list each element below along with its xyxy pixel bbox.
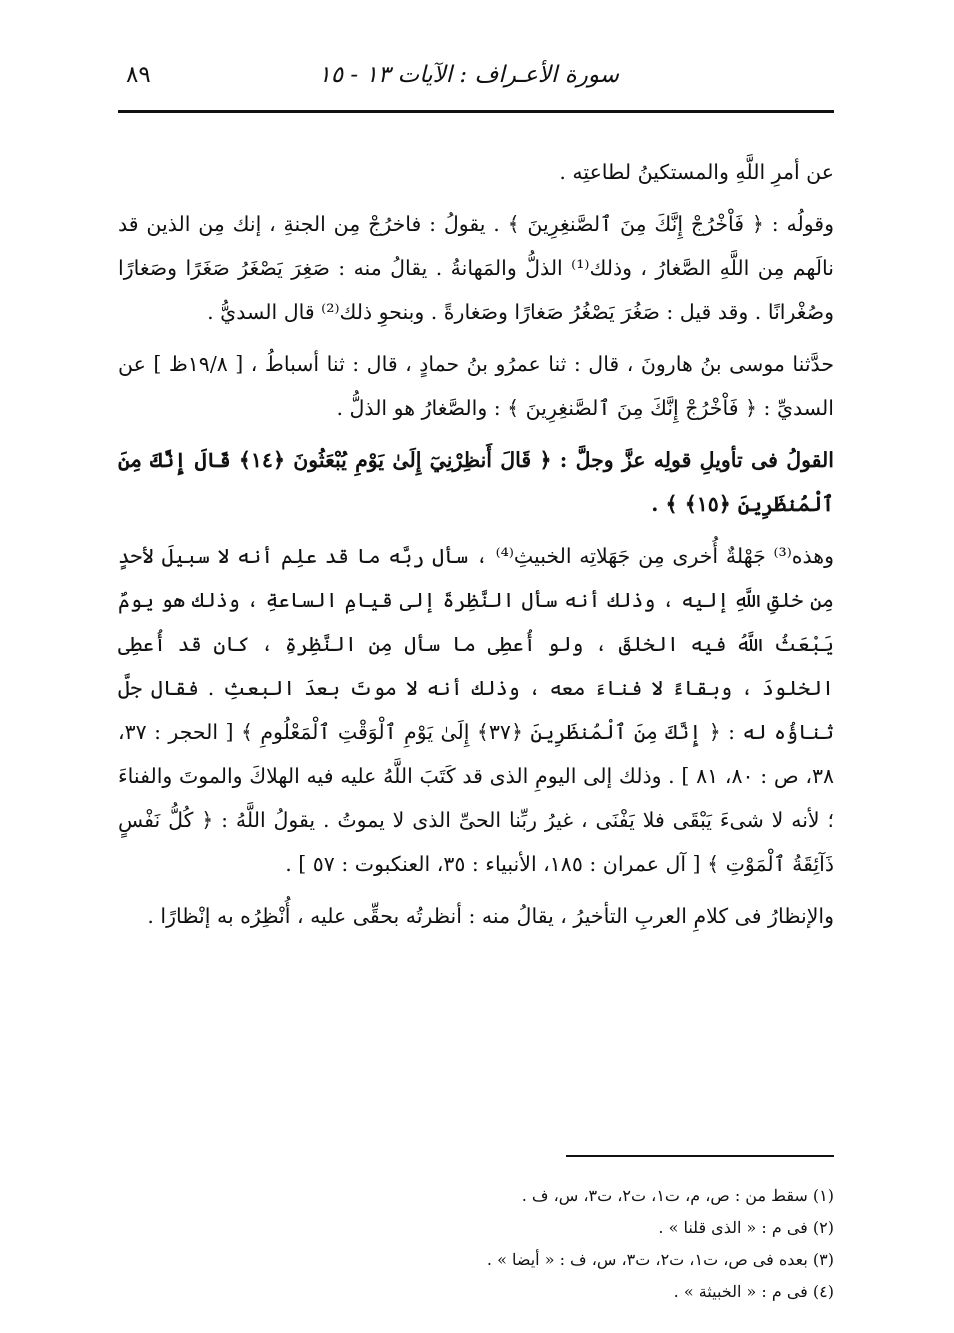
footnotes (134, 1180, 834, 1308)
footnote-3: (٣) بعده فى ص، ت١، ت٢، ت٣، س، ف : « أيضا » . (486, 1250, 834, 1269)
header-rule (118, 110, 834, 113)
paragraph-6: والإنظارُ فى كلامِ العربِ التأخيرُ ، يقالُ منه : أنظرتُه بحقِّى عليه ، أُنْظِرُه به إنْظارًا . (147, 904, 834, 928)
section-heading-paragraph: القولُ فى تأويلِ قولِه عزَّ وجلَّ : ﴿ قَالَ أَنظِرْنِيٓ إِلَىٰ يَوْمِ يُبْعَثُونَ ﴿١٤﴾ قَالَ إِنَّكَ مِنَ ٱلْمُنظَرِينَ ﴿١٥﴾ ﴾ . (118, 448, 834, 516)
page-header (118, 58, 834, 98)
footnote-2: (٢) فى م : « الذى قلنا » . (658, 1218, 834, 1237)
main-text (118, 150, 834, 938)
paragraph-5: وهذه⁽³⁾ جَهْلةٌ أُخرى مِن جَهَلاتِه الخبيثِ⁽⁴⁾ ، سأل ربَّه ما قد علِم أنه لا سبيلَ لأحدٍ مِن خلقِ اللَّهِ إليه ، وذلك أنه سأل النَّظِرةَ إلى قيامِ الساعةِ ، وذلك هو يومٌ يَبْعَثُ اللَّهُ فيه الخلقَ ، ولو أُعطِى ما سأل مِن النَّظِرةِ ، كان قد أُعطِى الخلودَ ، وبقاءً لا فناءَ معه ، وذلك أنه لا موتَ بعدَ البعثِ . فقال جلَّ ثناؤُه له : ﴿ إِنَّكَ مِنَ ٱلْمُنظَرِينَ ﴿٣٧﴾ إِلَىٰ يَوْمِ ٱلْوَقْتِ ٱلْمَعْلُومِ ﴾ [ الحجر : ٣٧، ٣٨، ص : ٨٠، ٨١ ] . وذلك إلى اليومِ الذى قد كَتَبَ اللَّهُ عليه فيه الهلاكَ والموتَ والفناءَ ؛ لأنه لا شىءَ يَبْقَى فلا يَفْنَى ، غيرُ ربِّنا الحىِّ الذى لا يموتُ . يقولُ اللَّهُ : ﴿ كُلُّ نَفْسٍ ذَآئِقَةُ ٱلْمَوْتِ ﴾ [ آل عمران : ١٨٥، الأنبياء : ٣٥، العنكبوت : ٥٧ ] . (118, 544, 835, 876)
paragraph-1: عن أمرِ اللَّهِ والمستكينُ لطاعتِه . (559, 160, 834, 184)
footnote-4: (٤) فى م : « الخبيثة » . (673, 1282, 834, 1301)
page-number: ٨٩ (126, 62, 151, 88)
paragraph-2: وقولُه : ﴿ فَاْخْرُجْ إِنَّكَ مِنَ ٱلصَّنغِرِينَ ﴾ . يقولُ : فاخرُجْ مِن الجنةِ ، إنك مِن الذين قد نالَهم مِن اللَّهِ الصَّغارُ ، وذلك⁽¹⁾ الذلُّ والمَهانةُ . يقالُ منه : صَغِرَ يَصْغَرُ صَغَرًا وصَغارًا وصُغْرانًا . وقد قيل : صَغُرَ يَصْغُرُ صَغارًا وصَغارةً . وبنحوِ ذلك⁽²⁾ قال السديُّ . (118, 212, 834, 324)
footnote-1: (١) سقط من : ص، م، ت١، ت٢، ت٣، س، ف . (521, 1186, 834, 1205)
footnote-rule (566, 1155, 834, 1157)
running-title: سورة الأعـراف : الآيات ١٣ - ١٥ (318, 62, 619, 88)
paragraph-3: حدَّثنا موسى بنُ هارونَ ، قال : ثنا عمرُو بنُ حمادٍ ، قال : ثنا أسباطُ ، [ ١٩/٨ظ ] عن السديِّ : ﴿ فَاْخْرُجْ إِنَّكَ مِنَ ٱلصَّنغِرِينَ ﴾ : والصَّغارُ هو الذلُّ . (118, 352, 834, 420)
